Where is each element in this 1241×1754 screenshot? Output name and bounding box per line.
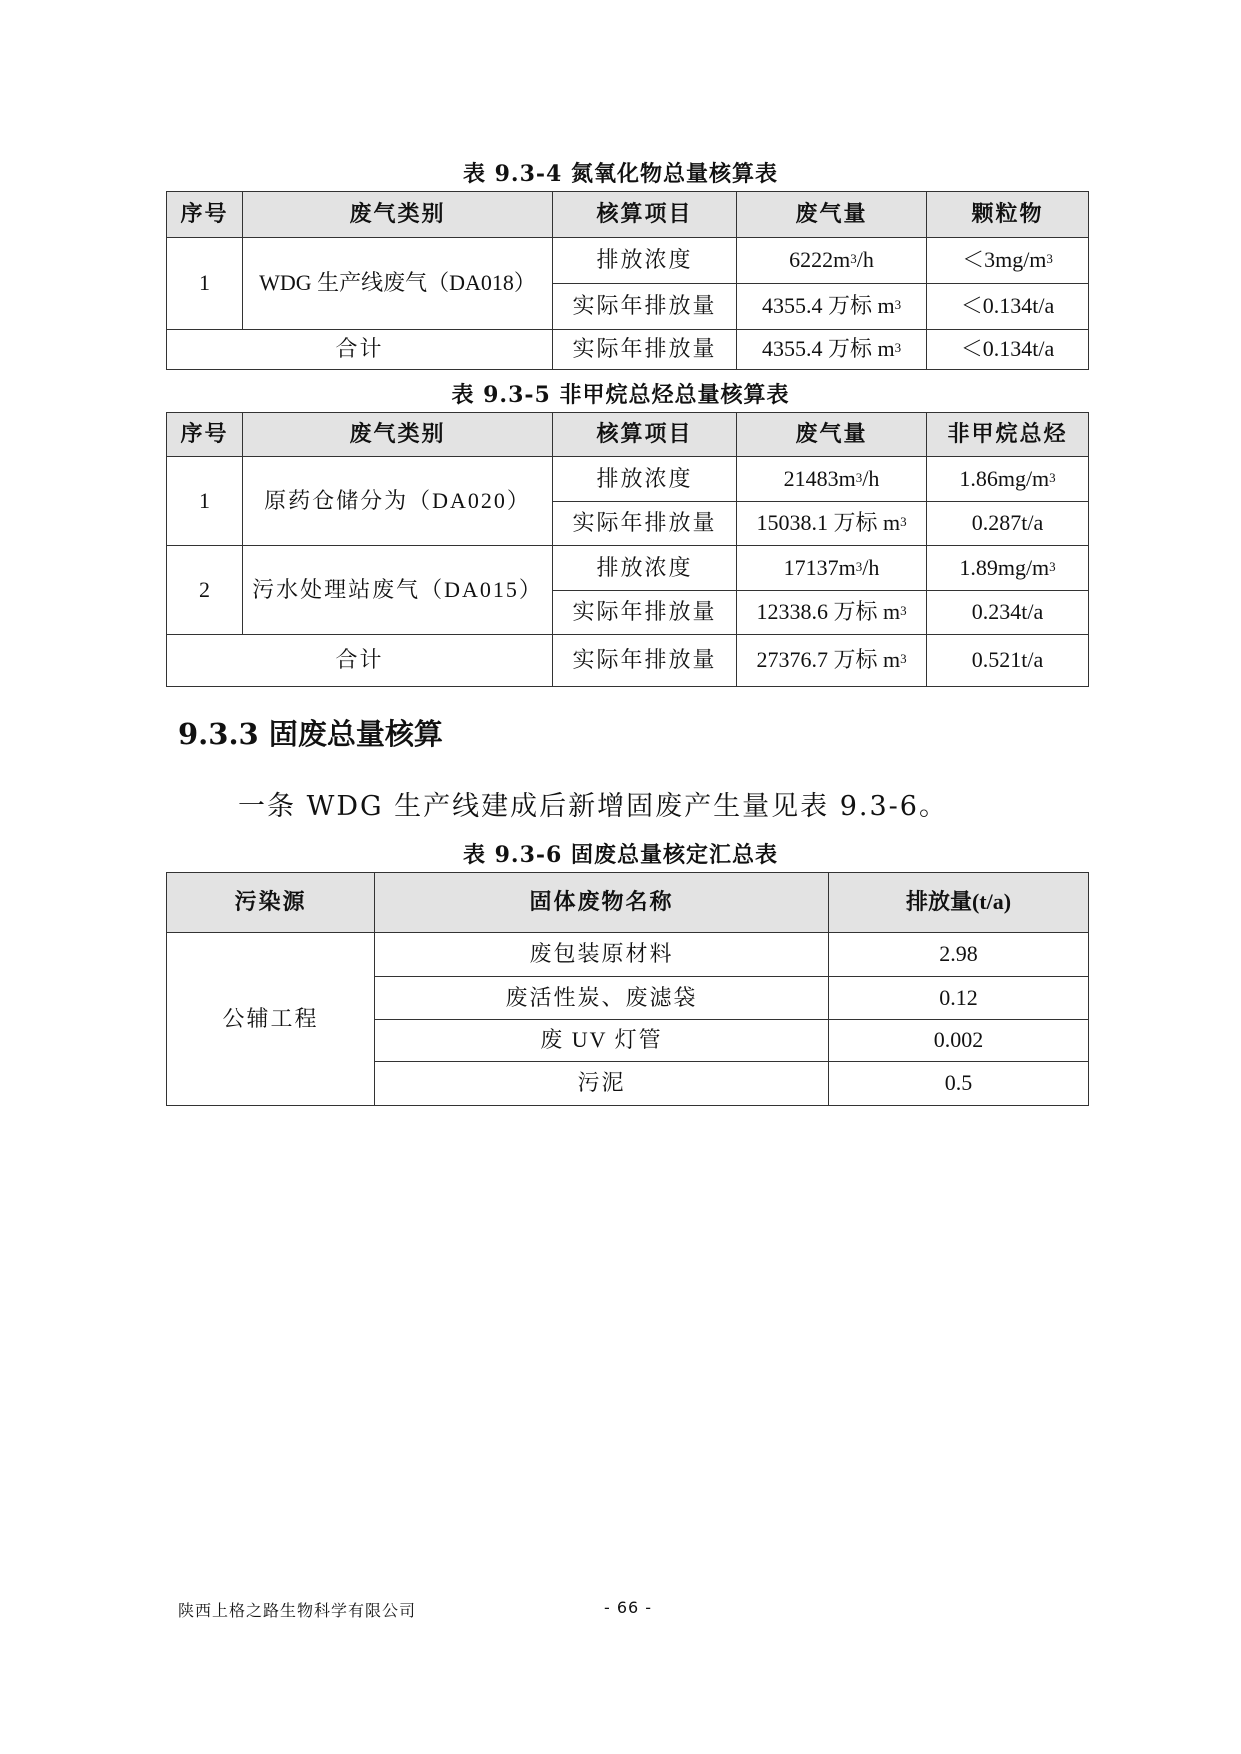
header-no: 序号 bbox=[167, 413, 243, 457]
row-item: 排放浓度 bbox=[553, 546, 737, 591]
waste-source: 公辅工程 bbox=[167, 933, 375, 1106]
row-volume: 4355.4 万标 $m^3$ bbox=[737, 284, 927, 330]
row-volume: $17137m^3/h$ bbox=[737, 546, 927, 591]
row-no: 2 bbox=[167, 546, 243, 635]
header-volume: 废气量 bbox=[737, 192, 927, 238]
total-item: 实际年排放量 bbox=[553, 330, 737, 370]
total-volume: 27376.7 万标 $m^3$ bbox=[737, 635, 927, 687]
waste-name: 废 UV 灯管 bbox=[375, 1020, 829, 1062]
row-volume: 15038.1 万标 $m^3$ bbox=[737, 502, 927, 546]
header-waste-name: 固体废物名称 bbox=[375, 873, 829, 933]
header-category: 废气类别 bbox=[243, 192, 553, 238]
waste-amount: 0.5 bbox=[829, 1062, 1089, 1106]
row-value: $1.86mg/m^3$ bbox=[927, 457, 1089, 502]
nmhc-total-table bbox=[166, 412, 1089, 687]
total-volume: 4355.4 万标 $m^3$ bbox=[737, 330, 927, 370]
table6-caption: 表 9.3-6 固废总量核定汇总表 bbox=[462, 842, 779, 868]
header-no: 序号 bbox=[167, 192, 243, 238]
table5-caption: 表 9.3-5 非甲烷总烃总量核算表 bbox=[451, 382, 790, 408]
total-label: 合计 bbox=[167, 330, 553, 370]
section-intro: 一条 WDG 生产线建成后新增固废产生量见表 9.3-6。 bbox=[238, 791, 948, 822]
row-item: 实际年排放量 bbox=[553, 502, 737, 546]
total-item: 实际年排放量 bbox=[553, 635, 737, 687]
waste-name: 废活性炭、废滤袋 bbox=[375, 977, 829, 1020]
solid-waste-table bbox=[166, 872, 1089, 1106]
row-value: ＜0.134t/a bbox=[927, 284, 1089, 330]
total-value: ＜0.134t/a bbox=[927, 330, 1089, 370]
row-category: WDG 生产线废气（DA018） bbox=[243, 238, 553, 330]
header-source: 污染源 bbox=[167, 873, 375, 933]
footer-company: 陕西上格之路生物科学有限公司 bbox=[178, 1601, 417, 1620]
header-item: 核算项目 bbox=[553, 192, 737, 238]
row-value: $1.89mg/m^3$ bbox=[927, 546, 1089, 591]
waste-amount: 2.98 bbox=[829, 933, 1089, 977]
page-number: - 66 - bbox=[604, 1598, 653, 1617]
row-value: 0.234t/a bbox=[927, 591, 1089, 635]
row-value: 0.287t/a bbox=[927, 502, 1089, 546]
row-volume: $6222m^3/h$ bbox=[737, 238, 927, 284]
header-category: 废气类别 bbox=[243, 413, 553, 457]
waste-amount: 0.12 bbox=[829, 977, 1089, 1020]
table4-caption: 表 9.3-4 氮氧化物总量核算表 bbox=[462, 161, 779, 187]
row-volume: 12338.6 万标 $m^3$ bbox=[737, 591, 927, 635]
header-pollutant: 颗粒物 bbox=[927, 192, 1089, 238]
header-pollutant: 非甲烷总烃 bbox=[927, 413, 1089, 457]
waste-name: 废包装原材料 bbox=[375, 933, 829, 977]
row-category: 原药仓储分为（DA020） bbox=[243, 457, 553, 546]
row-value: $<3mg/m^3$ bbox=[927, 238, 1089, 284]
total-value: 0.521t/a bbox=[927, 635, 1089, 687]
row-item: 排放浓度 bbox=[553, 238, 737, 284]
row-no: 1 bbox=[167, 457, 243, 546]
section-heading: 9.3.3 固废总量核算 bbox=[178, 717, 443, 751]
row-no: 1 bbox=[167, 238, 243, 330]
header-amount: 排放量(t/a) bbox=[829, 873, 1089, 933]
row-volume: $21483m^3/h$ bbox=[737, 457, 927, 502]
waste-name: 污泥 bbox=[375, 1062, 829, 1106]
header-volume: 废气量 bbox=[737, 413, 927, 457]
row-category: 污水处理站废气（DA015） bbox=[243, 546, 553, 635]
row-item: 实际年排放量 bbox=[553, 284, 737, 330]
total-label: 合计 bbox=[167, 635, 553, 687]
nox-total-table bbox=[166, 191, 1089, 370]
row-item: 排放浓度 bbox=[553, 457, 737, 502]
header-item: 核算项目 bbox=[553, 413, 737, 457]
waste-amount: 0.002 bbox=[829, 1020, 1089, 1062]
row-item: 实际年排放量 bbox=[553, 591, 737, 635]
